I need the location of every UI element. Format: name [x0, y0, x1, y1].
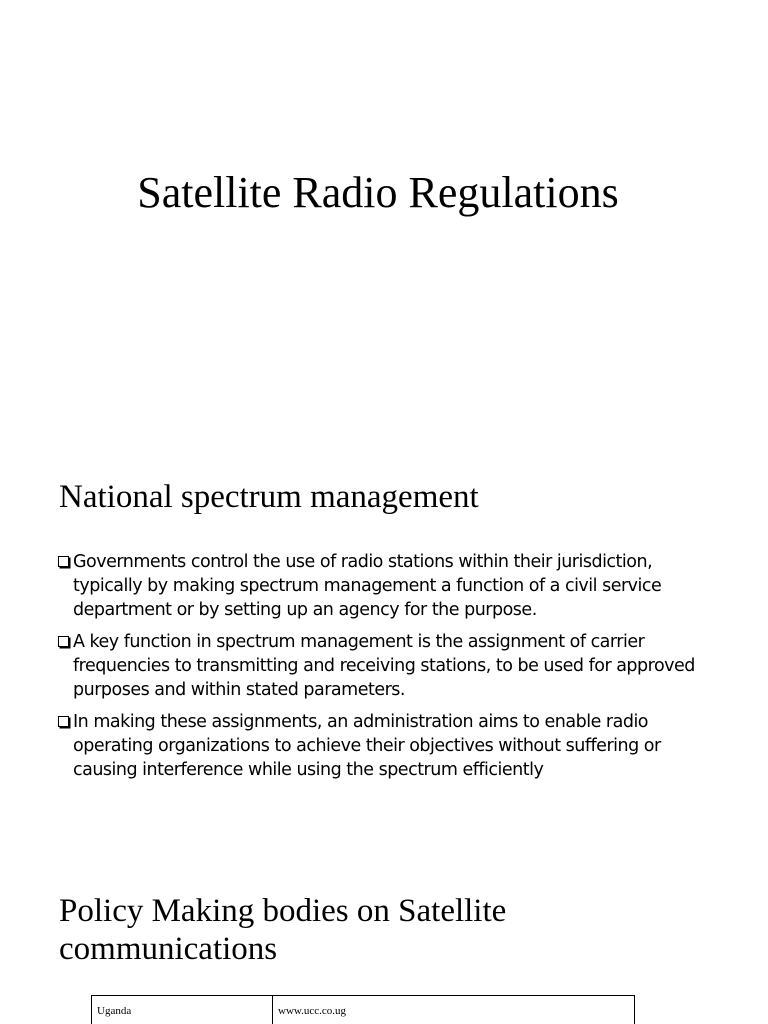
list-item: [58, 630, 718, 702]
page-title: Satellite Radio Regulations: [137, 168, 619, 217]
checkbox-bullet-icon: [58, 556, 69, 567]
bullet-text: A key function in spectrum management is the assignment of carrier frequencies to transmitting and receiving stations, to be used for approved purposes and within stated parameters.: [73, 632, 695, 700]
bullet-text: In making these assignments, an administration aims to enable radio operating organizations to achieve their objectives without suffering or causing interference while using the spectrum efficiently: [73, 712, 661, 780]
bullet-list: [58, 550, 718, 790]
table-cell-website: www.ucc.co.ug: [273, 996, 635, 1024]
table-cell-country: Uganda: [92, 996, 273, 1024]
bullet-text: Governments control the use of radio stations within their jurisdiction, typically by making spectrum management a function of a civil service department or by setting up an agency for the purpose.: [73, 552, 662, 620]
section-heading-national-spectrum: National spectrum management: [59, 479, 479, 515]
table-row: [92, 996, 635, 1024]
list-item: [58, 710, 718, 782]
checkbox-bullet-icon: [58, 716, 69, 727]
section-heading-policy-bodies: Policy Making bodies on Satellite communications: [59, 893, 507, 967]
list-item: [58, 550, 718, 622]
checkbox-bullet-icon: [58, 636, 69, 647]
policy-bodies-table: [91, 995, 635, 1024]
